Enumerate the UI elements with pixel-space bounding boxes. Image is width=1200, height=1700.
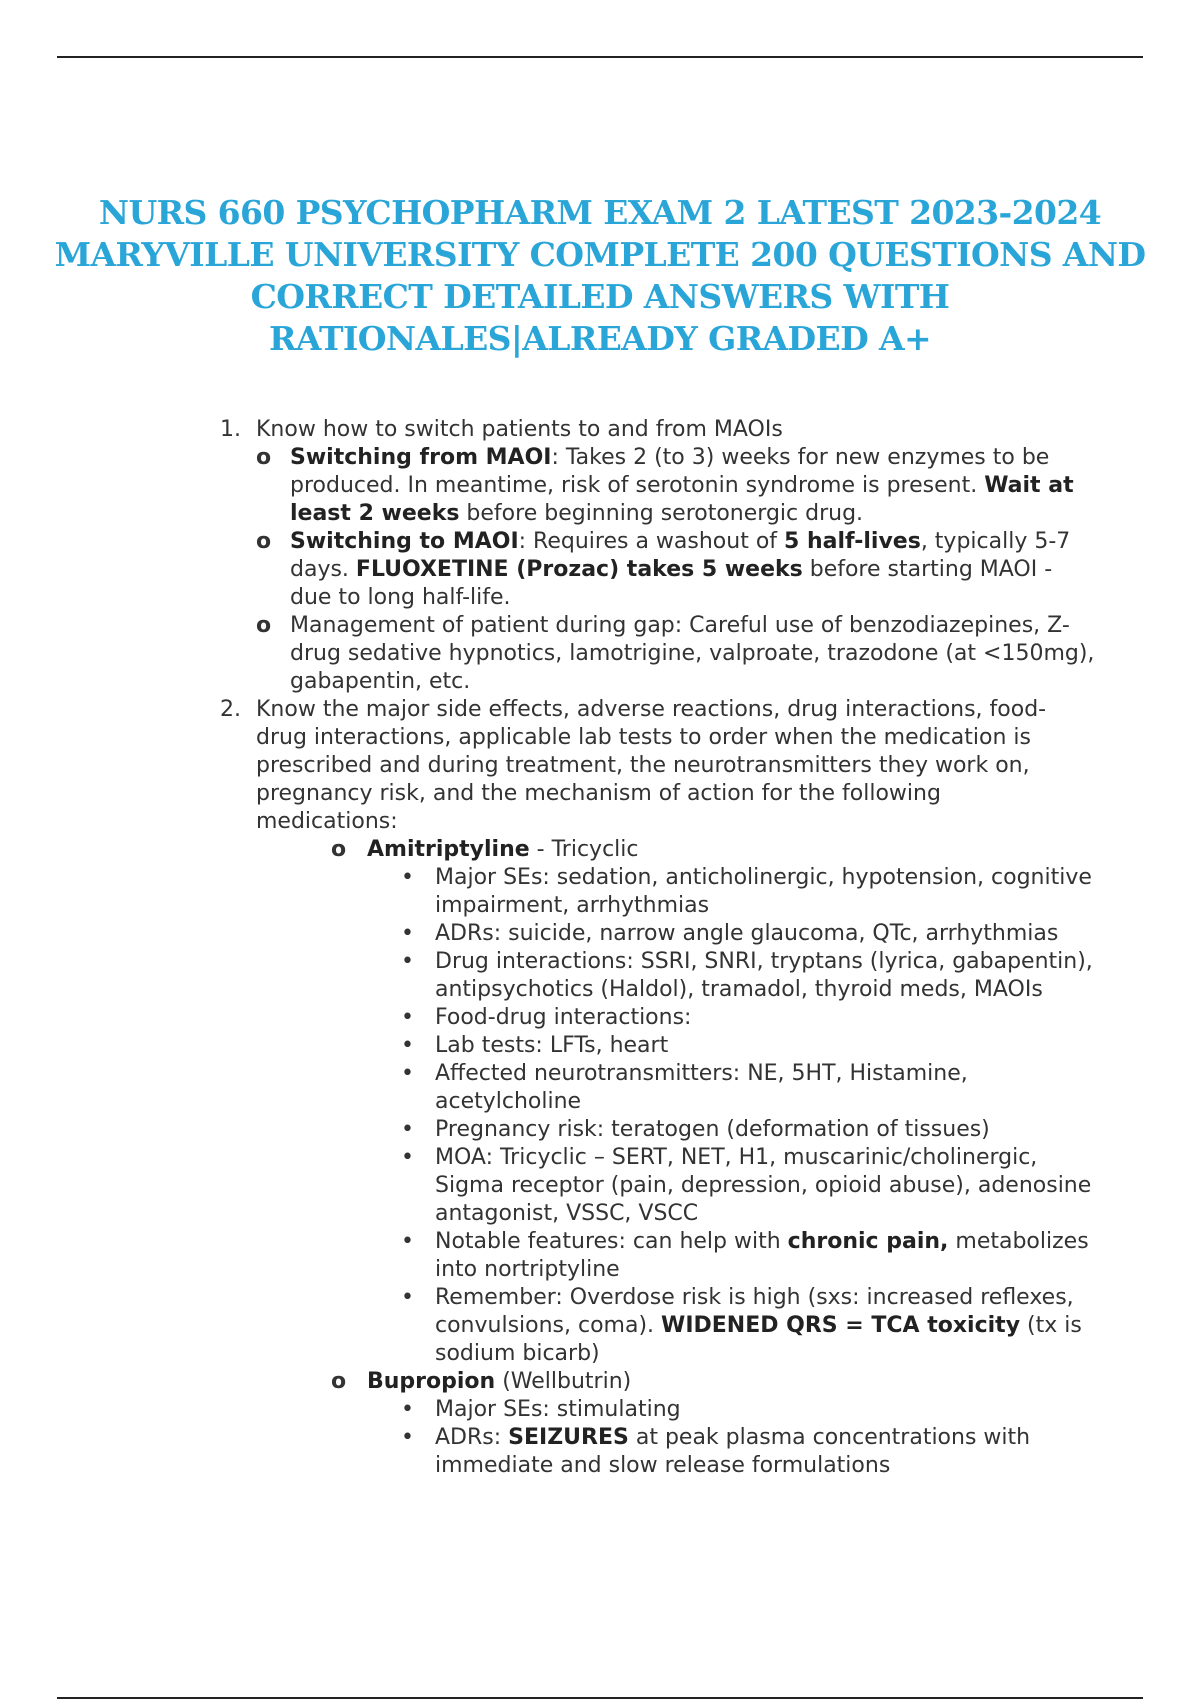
list-item bbox=[401, 1004, 1100, 1032]
bold-text: 5 half-lives bbox=[784, 529, 921, 554]
text: MOA: Tricyclic – SERT, NET, H1, muscarinic/cholinergic, Sigma receptor (pain, depression, opioid abuse), adenosine antagonist, VSSC, VSCC bbox=[435, 1145, 1092, 1226]
list-item bbox=[401, 864, 1100, 920]
text: Notable features: can help with bbox=[435, 1229, 788, 1254]
list-item bbox=[401, 1116, 1100, 1144]
bullet-icon: • bbox=[401, 1033, 414, 1058]
hollow-bullet-icon: o bbox=[331, 1369, 347, 1394]
sub-item-switching-to bbox=[256, 528, 1100, 612]
text: Major SEs: sedation, anticholinergic, hypotension, cognitive impairment, arrhythmias bbox=[435, 865, 1092, 918]
text: : Requires a washout of bbox=[518, 529, 785, 554]
document-title bbox=[40, 192, 1160, 360]
q2-text: Know the major side effects, adverse reactions, drug interactions, food-drug interactions, applicable lab tests to order when the medication is prescribed and during treatment, the neurotransmitters they work on, pregnancy risk, and the mechanism of action for the following medications: bbox=[256, 697, 1047, 834]
list-number: 2. bbox=[220, 697, 241, 722]
bold-text: SEIZURES bbox=[508, 1425, 629, 1450]
text: Food-drug interactions: bbox=[435, 1005, 692, 1030]
bullet-icon: • bbox=[401, 865, 414, 890]
top-rule bbox=[57, 56, 1143, 58]
text: before starting MAOI - due to long half-life. bbox=[290, 557, 1053, 610]
bullet-icon: • bbox=[401, 1117, 414, 1142]
list-item-notable bbox=[401, 1228, 1100, 1284]
list-number: 1. bbox=[220, 417, 241, 442]
drug-class: - Tricyclic bbox=[529, 837, 639, 862]
title-line-1: NURS 660 PSYCHOPHARM EXAM 2 LATEST 2023-2024 bbox=[98, 193, 1102, 232]
bullet-icon: • bbox=[401, 921, 414, 946]
drug-name: Amitriptyline bbox=[367, 837, 530, 862]
title-line-4: RATIONALES|ALREADY GRADED A+ bbox=[268, 319, 932, 358]
bullet-icon: • bbox=[401, 1061, 414, 1086]
bullet-icon: • bbox=[401, 1425, 414, 1450]
text: , typically 5-7 days. bbox=[290, 529, 1071, 582]
hollow-bullet-icon: o bbox=[256, 613, 272, 638]
q1-text: Know how to switch patients to and from MAOIs bbox=[256, 417, 783, 442]
text: at peak plasma concentrations with immediate and slow release formulations bbox=[435, 1425, 1031, 1478]
text: Drug interactions: SSRI, SNRI, tryptans (lyrica, gabapentin), antipsychotics (Haldol), tramadol, thyroid meds, MAOIs bbox=[435, 949, 1093, 1002]
list-item bbox=[401, 1060, 1100, 1116]
text: : Takes 2 (to 3) weeks for new enzymes to be produced. In meantime, risk of serotonin syndrome is present. bbox=[290, 445, 1050, 498]
bold-text: Switching to MAOI bbox=[290, 529, 519, 554]
hollow-bullet-icon: o bbox=[331, 837, 347, 862]
document-body bbox=[0, 416, 1200, 1480]
drug-bupropion bbox=[331, 1368, 1087, 1396]
list-item bbox=[401, 1032, 1100, 1060]
sub-item-switching-from bbox=[256, 444, 1100, 528]
list-item-remember bbox=[401, 1284, 1100, 1368]
title-line-3: CORRECT DETAILED ANSWERS WITH bbox=[250, 277, 950, 316]
bullet-icon: • bbox=[401, 1397, 414, 1422]
bullet-icon: • bbox=[401, 949, 414, 974]
list-item bbox=[401, 920, 1100, 948]
bullet-icon: • bbox=[401, 1005, 414, 1030]
bold-text: Wait at least 2 weeks bbox=[290, 473, 1074, 526]
bullet-icon: • bbox=[401, 1229, 414, 1254]
bullet-icon: • bbox=[401, 1145, 414, 1170]
text: before beginning serotonergic drug. bbox=[459, 501, 864, 526]
bullet-icon: • bbox=[401, 1285, 414, 1310]
hollow-bullet-icon: o bbox=[256, 445, 272, 470]
bold-text: WIDENED QRS = TCA toxicity bbox=[661, 1313, 1021, 1338]
text: Affected neurotransmitters: NE, 5HT, Histamine, acetylcholine bbox=[435, 1061, 968, 1114]
text: Remember: Overdose risk is high (sxs: increased reflexes, convulsions, coma). bbox=[435, 1285, 1074, 1338]
drug-brand: (Wellbutrin) bbox=[495, 1369, 632, 1394]
text: Lab tests: LFTs, heart bbox=[435, 1033, 669, 1058]
text: metabolizes into nortriptyline bbox=[435, 1229, 1089, 1282]
hollow-bullet-icon: o bbox=[256, 529, 272, 554]
bold-text: FLUOXETINE (Prozac) takes 5 weeks bbox=[355, 557, 803, 582]
text: (tx is sodium bicarb) bbox=[435, 1313, 1082, 1366]
bottom-rule bbox=[57, 1697, 1143, 1699]
bold-text: chronic pain, bbox=[787, 1229, 949, 1254]
title-line-2: MARYVILLE UNIVERSITY COMPLETE 200 QUESTIONS AND bbox=[54, 235, 1146, 274]
list-item bbox=[401, 1396, 1100, 1424]
bold-text: Switching from MAOI bbox=[290, 445, 552, 470]
text: Management of patient during gap: Careful use of benzodiazepines, Z-drug sedative hypnotics, lamotrigine, valproate, trazodone (at <150mg), gabapentin, etc. bbox=[290, 613, 1095, 694]
drug-name: Bupropion bbox=[367, 1369, 496, 1394]
list-item bbox=[401, 948, 1100, 1004]
text: ADRs: suicide, narrow angle glaucoma, QTc, arrhythmias bbox=[435, 921, 1059, 946]
list-item-q1 bbox=[220, 416, 1086, 444]
drug-amitriptyline bbox=[331, 836, 1087, 864]
text: ADRs: bbox=[435, 1425, 509, 1450]
list-item bbox=[401, 1144, 1100, 1228]
text: Major SEs: stimulating bbox=[435, 1397, 681, 1422]
text: Pregnancy risk: teratogen (deformation of tissues) bbox=[435, 1117, 990, 1142]
sub-item-management bbox=[256, 612, 1100, 696]
list-item-q2 bbox=[220, 696, 1086, 836]
list-item-adr bbox=[401, 1424, 1100, 1480]
